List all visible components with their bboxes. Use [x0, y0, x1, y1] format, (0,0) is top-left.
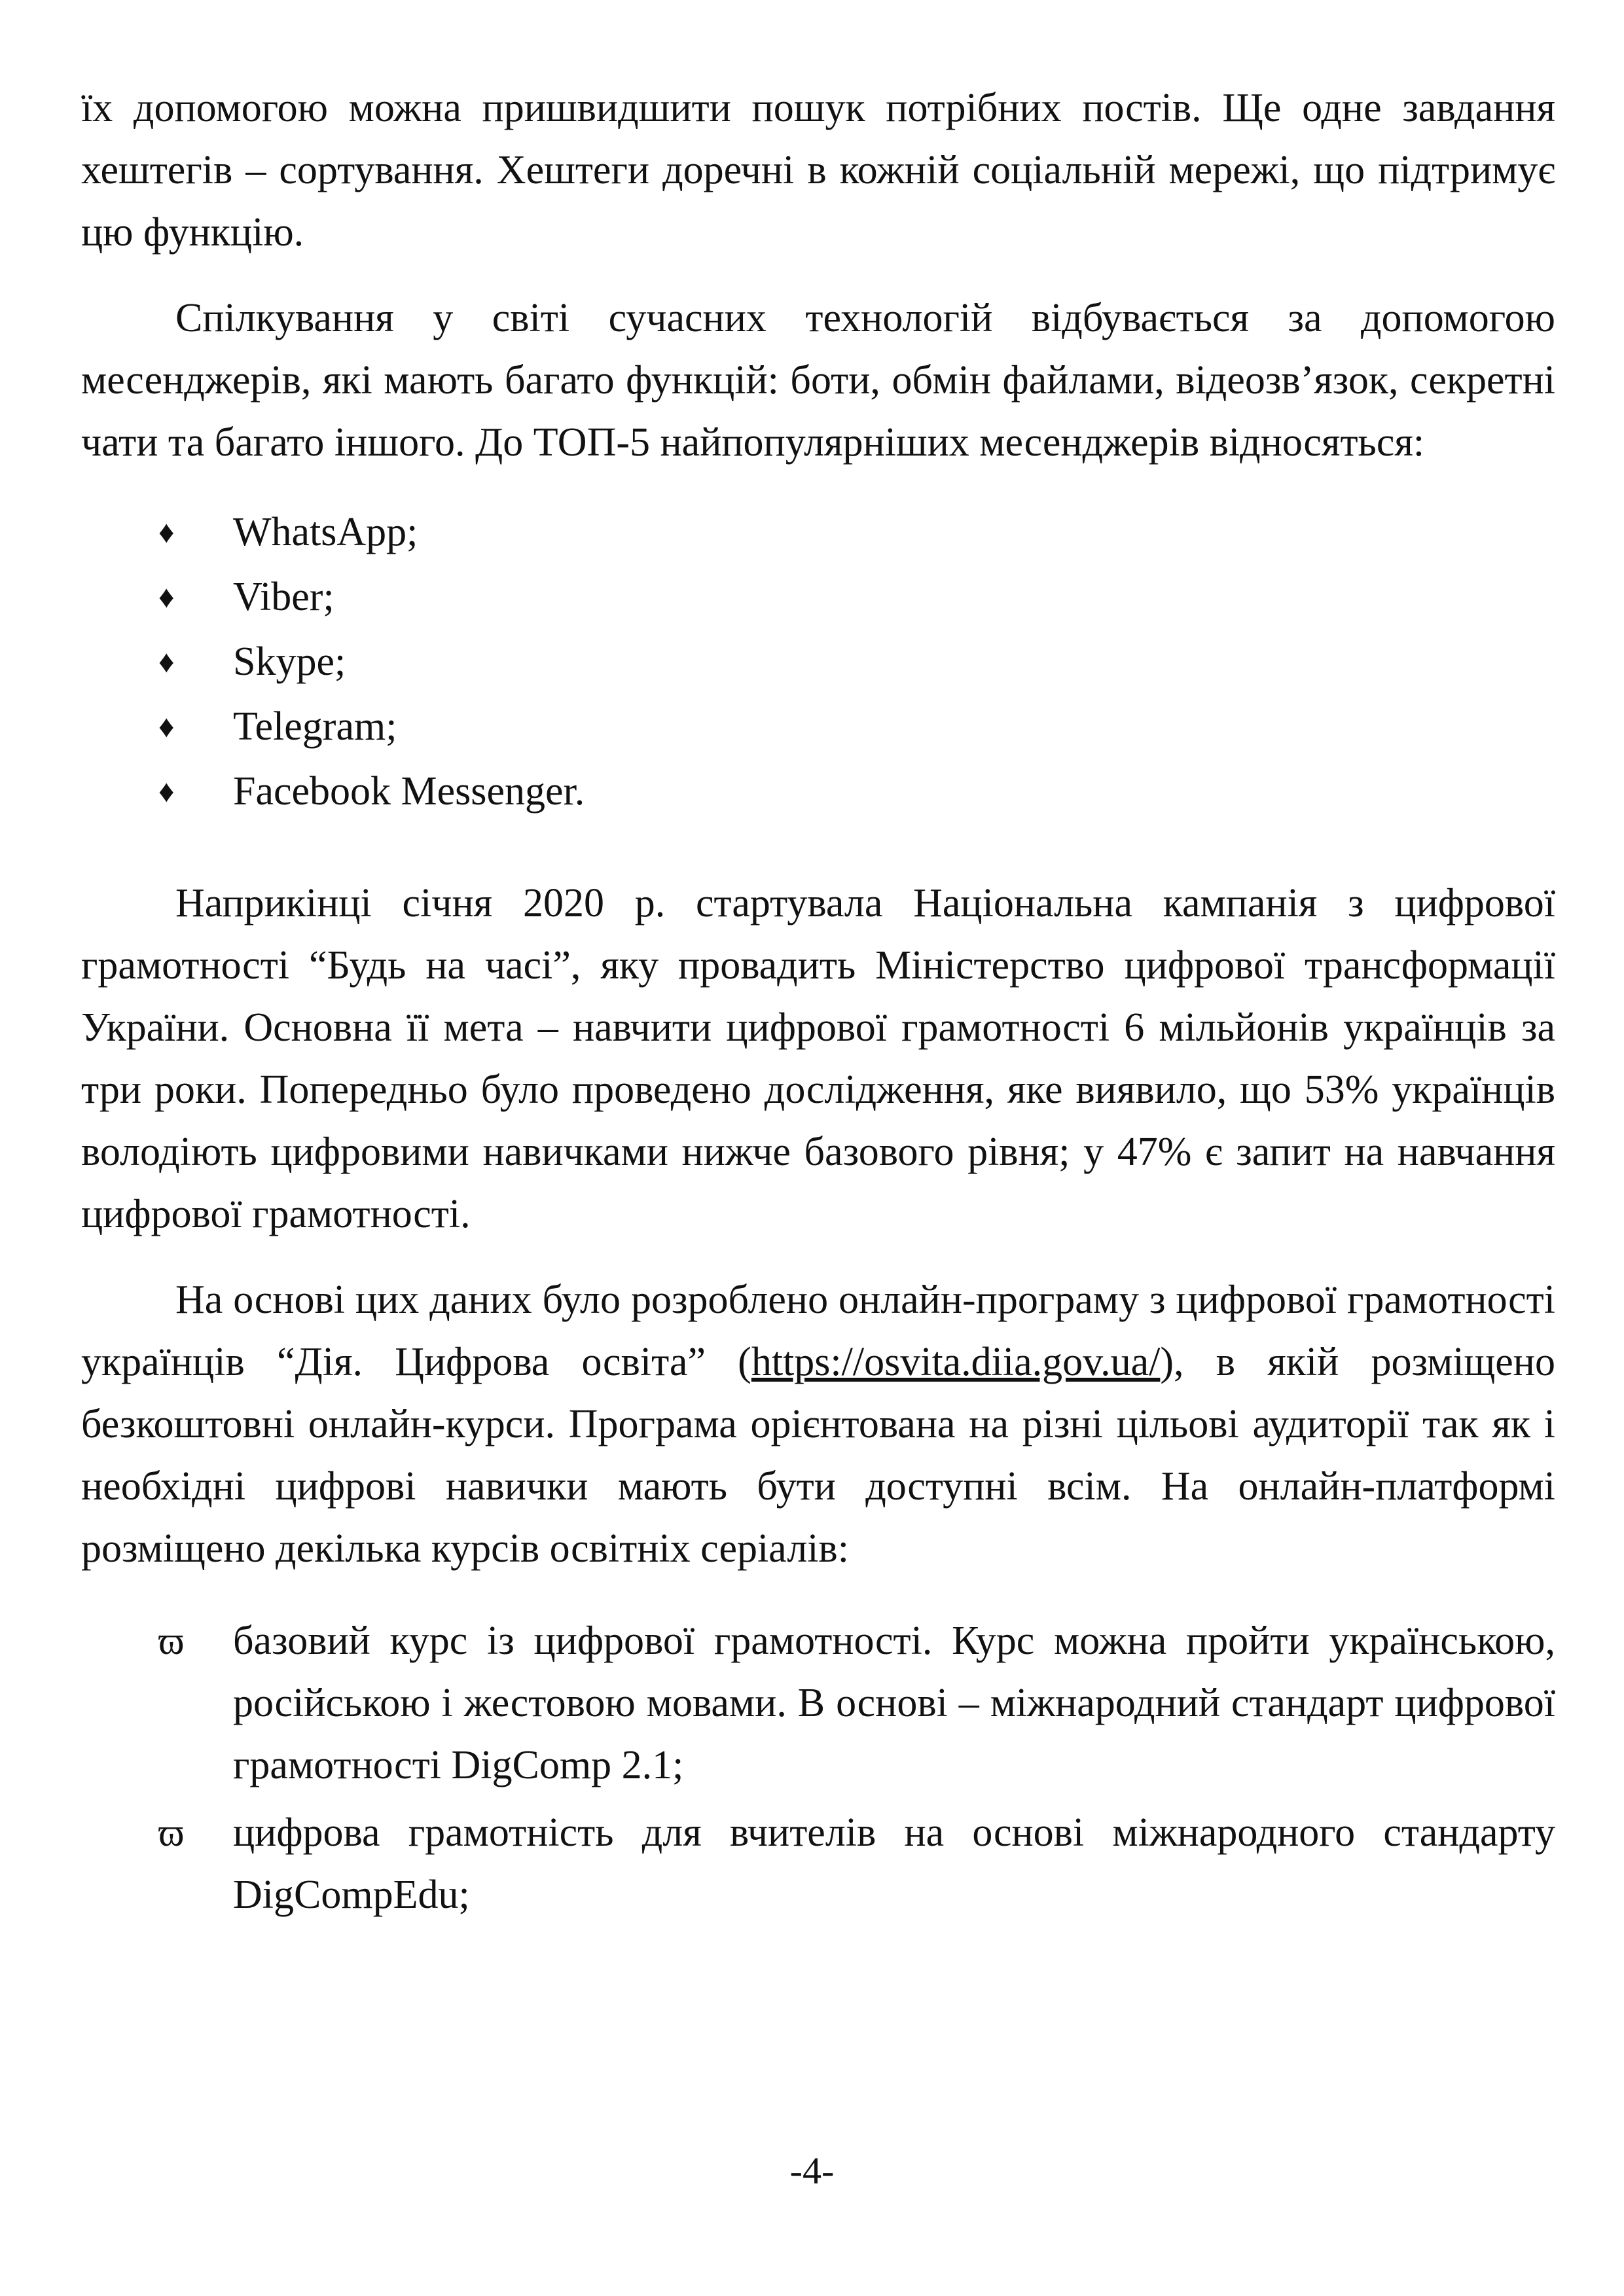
- paragraph-messengers-intro: Спілкування у світі сучасних технологій відбувається за допомогою месенджерів, які мають багато функцій: боти, обмін файлами, відеозв’язок, секретні чати та багато іншого. До ТОП-5 найпопулярніших месенджерів відносяться:: [81, 296, 1555, 465]
- list-item-label: Facebook Messenger.: [233, 769, 585, 814]
- paragraph-text-before-link: На основі цих даних було розроблено онлайн-програму з цифрової грамотності українців “Дія. Цифрова освіта” (: [81, 1278, 1555, 1384]
- diamond-bullet-icon: ♦: [158, 515, 175, 550]
- list-item-label: базовий курс із цифрової грамотності. Курс можна пройти українською, російською і жестовою мовами. В основі – міжнародний стандарт цифрової грамотності DigComp 2.1;: [233, 1619, 1555, 1787]
- list-item: [81, 1610, 1555, 1797]
- list-item-label: Skype;: [233, 639, 346, 684]
- paragraph-hashtags: їх допомогою можна пришвидшити пошук потрібних постів. Ще одне завдання хештегів – сортування. Хештеги доречні в кожній соціальній мережі, що підтримує цю функцію.: [81, 86, 1555, 255]
- messenger-list: [81, 500, 1555, 824]
- pi-bullet-icon: ϖ: [158, 1811, 185, 1854]
- page-content: [81, 77, 1555, 1926]
- paragraph-national-campaign: Наприкінці січня 2020 р. стартувала Національна кампанія з цифрової грамотності “Будь на часі”, яку провадить Міністерство цифрової трансформації України. Основна її мета – навчити цифрової грамотності 6 мільйонів українців за три роки. Попередньо було проведено дослідження, яке виявило, що 53% українців володіють цифровими навичками нижче базового рівня; у 47% є запит на навчання цифрової грамотності.: [81, 881, 1555, 1236]
- paragraph-text-after-link: ), в якій розміщено безкоштовні онлайн-курси. Програма орієнтована на різні цільові аудиторії так як і необхідні цифрові навички мають бути доступні всім. На онлайн-платформі розміщено декілька курсів освітніх серіалів:: [81, 1340, 1555, 1571]
- osvita-diia-link[interactable]: https://osvita.diia.gov.ua/: [751, 1340, 1161, 1384]
- list-item: [81, 500, 1555, 565]
- list-item: [81, 694, 1555, 759]
- course-list: [81, 1610, 1555, 1926]
- list-item: [81, 759, 1555, 824]
- diamond-bullet-icon: ♦: [158, 709, 175, 744]
- pi-bullet-icon: ϖ: [158, 1619, 185, 1662]
- diamond-bullet-icon: ♦: [158, 580, 175, 615]
- list-item: [81, 630, 1555, 694]
- list-item-label: WhatsApp;: [233, 510, 418, 554]
- list-item: [81, 1802, 1555, 1926]
- diamond-bullet-icon: ♦: [158, 774, 175, 809]
- list-item: [81, 565, 1555, 630]
- page-number: -4-: [789, 2149, 835, 2192]
- diamond-bullet-icon: ♦: [158, 645, 175, 679]
- list-item-label: цифрова грамотність для вчителів на основі міжнародного стандарту DigCompEdu;: [233, 1810, 1555, 1917]
- paragraph-diia-program: [81, 1269, 1555, 1580]
- list-item-label: Telegram;: [233, 704, 397, 749]
- list-item-label: Viber;: [233, 575, 334, 619]
